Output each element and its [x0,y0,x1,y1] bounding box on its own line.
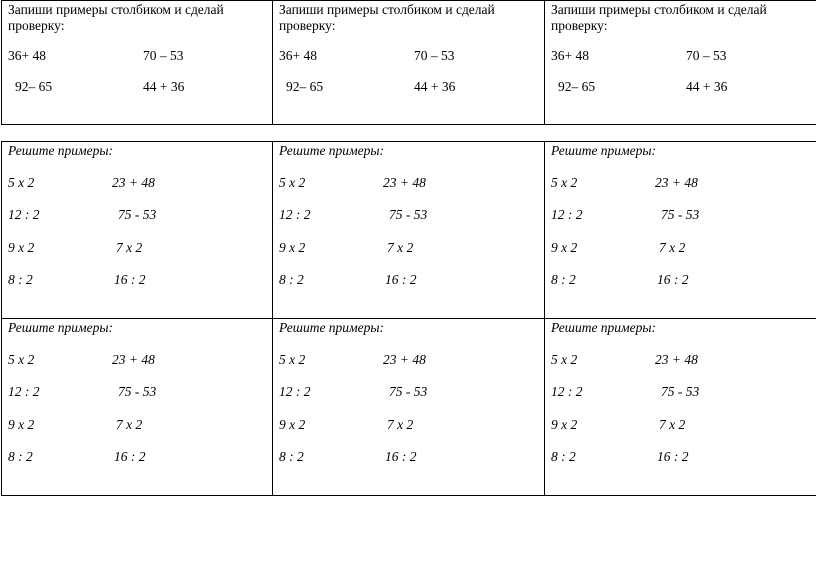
example: 92– 65 [286,79,324,94]
task-title: Запиши примеры столбиком и сделай проверку: [8,2,224,33]
example: 16 : 2 [114,272,146,287]
example: 8 : 2 [551,449,576,464]
example: 7 х 2 [116,240,143,255]
example: 44 + 36 [414,79,456,94]
example: 7 х 2 [659,417,686,432]
example: 75 - 53 [661,207,700,222]
example: 23 + 48 [112,352,155,367]
column-task-card [2,1,273,125]
examples-card [545,319,816,496]
example: 7 х 2 [387,417,414,432]
example: 9 х 2 [279,240,306,255]
example: 16 : 2 [657,449,689,464]
example: 12 : 2 [8,207,40,222]
example: 8 : 2 [551,272,576,287]
examples-card [273,142,545,319]
example: 23 + 48 [655,175,698,190]
example: 23 + 48 [383,352,426,367]
examples-card [2,319,273,496]
example: 8 : 2 [8,449,33,464]
example: 12 : 2 [279,384,311,399]
example: 70 – 53 [686,48,727,63]
example: 36+ 48 [279,48,317,63]
example: 7 х 2 [116,417,143,432]
example: 9 х 2 [8,417,35,432]
task-title: Запиши примеры столбиком и сделай проверку: [279,2,495,33]
example: 9 х 2 [551,417,578,432]
example: 8 : 2 [8,272,33,287]
example: 5 х 2 [551,175,578,190]
example: 75 - 53 [118,384,157,399]
task-title: Запиши примеры столбиком и сделай проверку: [551,2,767,33]
example: 75 - 53 [389,207,428,222]
example: 36+ 48 [8,48,46,63]
examples-card [545,142,816,319]
example: 75 - 53 [389,384,428,399]
examples-card [273,319,545,496]
example: 44 + 36 [143,79,185,94]
column-task-table [1,0,816,125]
example: 75 - 53 [661,384,700,399]
examples-table [1,141,816,496]
example: 16 : 2 [114,449,146,464]
example: 16 : 2 [385,449,417,464]
example: 16 : 2 [385,272,417,287]
card-title: Решите примеры: [551,320,657,335]
example: 9 х 2 [8,240,35,255]
example: 75 - 53 [118,207,157,222]
example: 44 + 36 [686,79,728,94]
example: 9 х 2 [279,417,306,432]
example: 5 х 2 [551,352,578,367]
example: 12 : 2 [551,384,583,399]
column-task-card [273,1,545,125]
example: 92– 65 [558,79,596,94]
example: 23 + 48 [112,175,155,190]
example: 5 х 2 [279,352,306,367]
card-title: Решите примеры: [8,320,114,335]
column-task-card [545,1,816,125]
example: 12 : 2 [8,384,40,399]
example: 23 + 48 [655,352,698,367]
example: 92– 65 [15,79,53,94]
card-title: Решите примеры: [279,320,385,335]
example: 12 : 2 [279,207,311,222]
example: 8 : 2 [279,272,304,287]
example: 23 + 48 [383,175,426,190]
example: 5 х 2 [8,175,35,190]
example: 9 х 2 [551,240,578,255]
example: 7 х 2 [387,240,414,255]
card-title: Решите примеры: [551,143,657,158]
example: 16 : 2 [657,272,689,287]
examples-card [2,142,273,319]
card-title: Решите примеры: [8,143,114,158]
example: 70 – 53 [414,48,455,63]
card-title: Решите примеры: [279,143,385,158]
example: 36+ 48 [551,48,589,63]
example: 8 : 2 [279,449,304,464]
example: 12 : 2 [551,207,583,222]
example: 7 х 2 [659,240,686,255]
example: 70 – 53 [143,48,184,63]
example: 5 х 2 [8,352,35,367]
example: 5 х 2 [279,175,306,190]
